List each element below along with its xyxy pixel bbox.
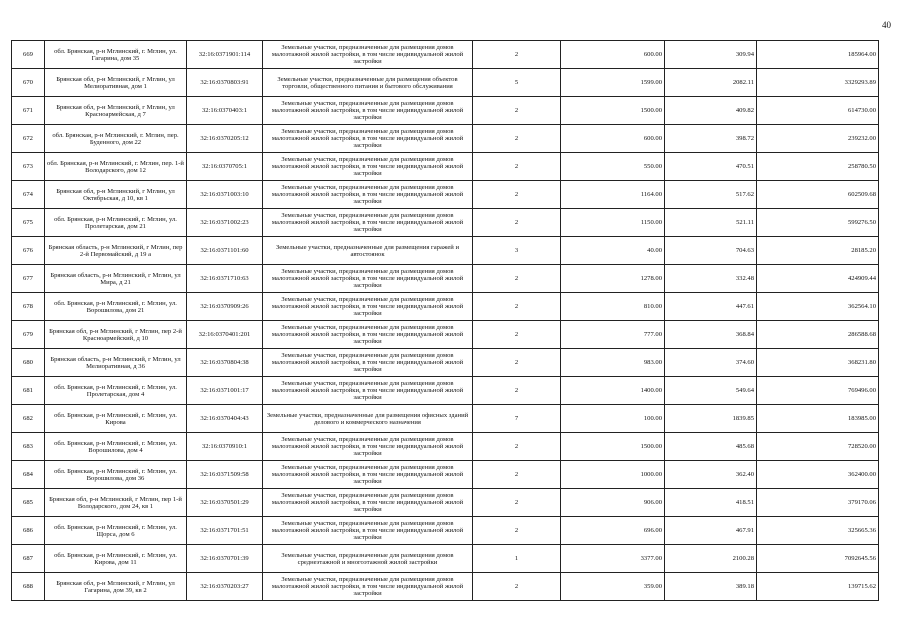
land-use-cell: Земельные участки, предназначенные для размещения домов малоэтажной жилой застройки, в том числе индивидуальной жилой застройки (263, 293, 473, 321)
row-number-cell: 683 (12, 433, 45, 461)
cadastral-value-cell: 424909.44 (757, 265, 879, 293)
group-number-cell: 2 (473, 489, 561, 517)
cadastral-value-cell: 183985.00 (757, 405, 879, 433)
area-cell: 696.00 (561, 517, 665, 545)
group-number-cell: 3 (473, 237, 561, 265)
area-cell: 983.00 (561, 349, 665, 377)
table-row (12, 69, 879, 97)
specific-value-cell: 418.51 (665, 489, 757, 517)
area-cell: 600.00 (561, 125, 665, 153)
row-number-cell: 687 (12, 545, 45, 573)
address-cell: Брянская обл, р-н Мглинский, г Мглин, ул Красноармейская, д 7 (45, 97, 187, 125)
group-number-cell: 2 (473, 461, 561, 489)
area-cell: 40.00 (561, 237, 665, 265)
row-number-cell: 676 (12, 237, 45, 265)
area-cell: 1500.00 (561, 97, 665, 125)
cadastral-value-cell: 7092645.56 (757, 545, 879, 573)
address-cell: обл. Брянская, р-н Мглинский, г. Мглин, пер. 1-й Володарского, дом 12 (45, 153, 187, 181)
cadastral-number-cell: 32:16:0370404:43 (187, 405, 263, 433)
address-cell: Брянская обл, р-н Мглинский, г Мглин, пер 1-й Володарского, дом 24, кв 1 (45, 489, 187, 517)
area-cell: 100.00 (561, 405, 665, 433)
cadastral-value-cell: 362564.10 (757, 293, 879, 321)
table-row (12, 433, 879, 461)
table-row (12, 405, 879, 433)
address-cell: Брянская обл, р-н Мглинский, г Мглин, ул Мелиоративная, дом 1 (45, 69, 187, 97)
address-cell: Брянская обл, р-н Мглинский, г Мглин, ул Гагарина, дом 39, кв 2 (45, 573, 187, 601)
land-use-cell: Земельные участки, предназначенные для размещения домов малоэтажной жилой застройки, в том числе индивидуальной жилой застройки (263, 153, 473, 181)
land-use-cell: Земельные участки, предназначенные для размещения домов малоэтажной жилой застройки, в том числе индивидуальной жилой застройки (263, 209, 473, 237)
cadastral-value-cell: 368231.80 (757, 349, 879, 377)
address-cell: обл. Брянская, р-н Мглинский, г. Мглин, пер. Буденного, дом 22 (45, 125, 187, 153)
group-number-cell: 2 (473, 321, 561, 349)
table-row (12, 489, 879, 517)
land-use-cell: Земельные участки, предназначенные для размещения домов среднеэтажной и многоэтажной жилой застройки (263, 545, 473, 573)
table-row (12, 97, 879, 125)
land-use-cell: Земельные участки, предназначенные для размещения домов малоэтажной жилой застройки, в том числе индивидуальной жилой застройки (263, 265, 473, 293)
specific-value-cell: 362.40 (665, 461, 757, 489)
row-number-cell: 675 (12, 209, 45, 237)
area-cell: 1400.00 (561, 377, 665, 405)
cadastral-number-cell: 32:16:0371710:63 (187, 265, 263, 293)
area-cell: 777.00 (561, 321, 665, 349)
cadastral-value-cell: 362400.00 (757, 461, 879, 489)
cadastral-number-cell: 32:16:0370203:27 (187, 573, 263, 601)
address-cell: обл. Брянская, р-н Мглинский, г. Мглин, ул. Ворошилова, дом 36 (45, 461, 187, 489)
address-cell: Брянская обл, р-н Мглинский, г Мглин, пер 2-й Красноармейский, д 10 (45, 321, 187, 349)
row-number-cell: 678 (12, 293, 45, 321)
address-cell: обл. Брянская, р-н Мглинский, г. Мглин, ул. Кирова (45, 405, 187, 433)
cadastral-number-cell: 32:16:0370501:29 (187, 489, 263, 517)
group-number-cell: 2 (473, 97, 561, 125)
specific-value-cell: 374.60 (665, 349, 757, 377)
row-number-cell: 673 (12, 153, 45, 181)
table-row (12, 377, 879, 405)
address-cell: обл. Брянская, р-н Мглинский, г. Мглин, ул. Ворошилова, дом 4 (45, 433, 187, 461)
table-row (12, 125, 879, 153)
area-cell: 359.00 (561, 573, 665, 601)
table-row (12, 517, 879, 545)
cadastral-value-cell: 325665.36 (757, 517, 879, 545)
table-row (12, 349, 879, 377)
area-cell: 1599.00 (561, 69, 665, 97)
group-number-cell: 7 (473, 405, 561, 433)
cadastral-number-cell: 32:16:0370705:1 (187, 153, 263, 181)
group-number-cell: 2 (473, 377, 561, 405)
specific-value-cell: 389.18 (665, 573, 757, 601)
cadastral-value-cell: 3329293.89 (757, 69, 879, 97)
land-use-cell: Земельные участки, предназначенные для размещения гаражей и автостоянок (263, 237, 473, 265)
table-body (12, 41, 879, 601)
cadastral-number-cell: 32:16:0371509:58 (187, 461, 263, 489)
group-number-cell: 2 (473, 349, 561, 377)
specific-value-cell: 368.84 (665, 321, 757, 349)
address-cell: обл. Брянская, р-н Мглинский, г. Мглин, ул. Кирова, дом 11 (45, 545, 187, 573)
cadastral-number-cell: 32:16:0371002:23 (187, 209, 263, 237)
cadastral-number-cell: 32:16:0371003:10 (187, 181, 263, 209)
row-number-cell: 682 (12, 405, 45, 433)
table-row (12, 265, 879, 293)
land-use-cell: Земельные участки, предназначенные для размещения домов малоэтажной жилой застройки, в том числе индивидуальной жилой застройки (263, 517, 473, 545)
address-cell: Брянская область, р-н Мглинский, г Мглин, ул Мелиоративная, д 36 (45, 349, 187, 377)
specific-value-cell: 549.64 (665, 377, 757, 405)
row-number-cell: 672 (12, 125, 45, 153)
land-use-cell: Земельные участки, предназначенные для размещения домов малоэтажной жилой застройки, в том числе индивидуальной жилой застройки (263, 349, 473, 377)
specific-value-cell: 332.48 (665, 265, 757, 293)
cadastral-number-cell: 32:16:0370909:26 (187, 293, 263, 321)
cadastral-value-cell: 599276.50 (757, 209, 879, 237)
address-cell: Брянская обл, р-н Мглинский, г Мглин, ул Октябрьская, д 10, кв 1 (45, 181, 187, 209)
cadastral-value-cell: 258780.50 (757, 153, 879, 181)
specific-value-cell: 2100.28 (665, 545, 757, 573)
land-use-cell: Земельные участки, предназначенные для размещения домов малоэтажной жилой застройки, в том числе индивидуальной жилой застройки (263, 41, 473, 69)
group-number-cell: 2 (473, 573, 561, 601)
cadastral-number-cell: 32:16:0371701:51 (187, 517, 263, 545)
row-number-cell: 669 (12, 41, 45, 69)
address-cell: обл. Брянская, р-н Мглинский, г. Мглин, ул. Гагарина, дом 35 (45, 41, 187, 69)
table-row (12, 209, 879, 237)
land-use-cell: Земельные участки, предназначенные для размещения домов малоэтажной жилой застройки, в том числе индивидуальной жилой застройки (263, 125, 473, 153)
address-cell: Брянская область, р-н Мглинский, г Мглин, пер 2-й Первомайский, д 19 а (45, 237, 187, 265)
row-number-cell: 679 (12, 321, 45, 349)
row-number-cell: 688 (12, 573, 45, 601)
specific-value-cell: 447.61 (665, 293, 757, 321)
group-number-cell: 2 (473, 209, 561, 237)
cadastral-number-cell: 32:16:0370401:201 (187, 321, 263, 349)
specific-value-cell: 485.68 (665, 433, 757, 461)
cadastral-value-cell: 239232.00 (757, 125, 879, 153)
table-row (12, 237, 879, 265)
specific-value-cell: 1839.85 (665, 405, 757, 433)
cadastral-value-cell: 185964.00 (757, 41, 879, 69)
group-number-cell: 2 (473, 517, 561, 545)
cadastral-number-cell: 32:16:0371901:114 (187, 41, 263, 69)
group-number-cell: 2 (473, 265, 561, 293)
table-row (12, 461, 879, 489)
specific-value-cell: 704.63 (665, 237, 757, 265)
table-row (12, 545, 879, 573)
land-plots-table (11, 40, 879, 601)
row-number-cell: 680 (12, 349, 45, 377)
land-use-cell: Земельные участки, предназначенные для размещения домов малоэтажной жилой застройки, в том числе индивидуальной жилой застройки (263, 433, 473, 461)
cadastral-value-cell: 602509.68 (757, 181, 879, 209)
specific-value-cell: 409.82 (665, 97, 757, 125)
area-cell: 3377.00 (561, 545, 665, 573)
group-number-cell: 2 (473, 181, 561, 209)
address-cell: обл. Брянская, р-н Мглинский, г. Мглин, ул. Пролетарская, дом 4 (45, 377, 187, 405)
area-cell: 1150.00 (561, 209, 665, 237)
cadastral-number-cell: 32:16:0370804:38 (187, 349, 263, 377)
address-cell: Брянская область, р-н Мглинский, г Мглин, ул Мира, д 21 (45, 265, 187, 293)
land-use-cell: Земельные участки, предназначенные для размещения домов малоэтажной жилой застройки, в том числе индивидуальной жилой застройки (263, 573, 473, 601)
group-number-cell: 2 (473, 293, 561, 321)
cadastral-value-cell: 728520.00 (757, 433, 879, 461)
cadastral-number-cell: 32:16:0370803:91 (187, 69, 263, 97)
group-number-cell: 2 (473, 125, 561, 153)
group-number-cell: 2 (473, 41, 561, 69)
land-use-cell: Земельные участки, предназначенные для размещения домов малоэтажной жилой застройки, в том числе индивидуальной жилой застройки (263, 489, 473, 517)
group-number-cell: 2 (473, 153, 561, 181)
area-cell: 1164.00 (561, 181, 665, 209)
row-number-cell: 686 (12, 517, 45, 545)
cadastral-value-cell: 286588.68 (757, 321, 879, 349)
cadastral-number-cell: 32:16:0370701:39 (187, 545, 263, 573)
area-cell: 810.00 (561, 293, 665, 321)
table-row (12, 293, 879, 321)
specific-value-cell: 2082.11 (665, 69, 757, 97)
address-cell: обл. Брянская, р-н Мглинский, г. Мглин, ул. Ворошилова, дом 21 (45, 293, 187, 321)
land-use-cell: Земельные участки, предназначенные для размещения домов малоэтажной жилой застройки, в том числе индивидуальной жилой застройки (263, 377, 473, 405)
area-cell: 1278.00 (561, 265, 665, 293)
area-cell: 550.00 (561, 153, 665, 181)
land-use-cell: Земельные участки, предназначенные для размещения домов малоэтажной жилой застройки, в том числе индивидуальной жилой застройки (263, 97, 473, 125)
row-number-cell: 674 (12, 181, 45, 209)
area-cell: 600.00 (561, 41, 665, 69)
cadastral-number-cell: 32:16:0370205:12 (187, 125, 263, 153)
area-cell: 1500.00 (561, 433, 665, 461)
cadastral-number-cell: 32:16:0370910:1 (187, 433, 263, 461)
table-row (12, 41, 879, 69)
row-number-cell: 670 (12, 69, 45, 97)
table-row (12, 181, 879, 209)
cadastral-value-cell: 379170.06 (757, 489, 879, 517)
row-number-cell: 681 (12, 377, 45, 405)
land-use-cell: Земельные участки, предназначенные для размещения объектов торговли, общественного питания и бытового обслуживания (263, 69, 473, 97)
group-number-cell: 1 (473, 545, 561, 573)
land-use-cell: Земельные участки, предназначенные для размещения домов малоэтажной жилой застройки, в том числе индивидуальной жилой застройки (263, 461, 473, 489)
cadastral-number-cell: 32:16:0371101:60 (187, 237, 263, 265)
group-number-cell: 2 (473, 433, 561, 461)
table-row (12, 573, 879, 601)
land-use-cell: Земельные участки, предназначенные для размещения домов малоэтажной жилой застройки, в том числе индивидуальной жилой застройки (263, 181, 473, 209)
cadastral-value-cell: 28185.20 (757, 237, 879, 265)
table-row (12, 321, 879, 349)
table-row (12, 153, 879, 181)
address-cell: обл. Брянская, р-н Мглинский, г. Мглин, ул. Щорса, дом 6 (45, 517, 187, 545)
specific-value-cell: 521.11 (665, 209, 757, 237)
specific-value-cell: 309.94 (665, 41, 757, 69)
cadastral-value-cell: 139715.62 (757, 573, 879, 601)
specific-value-cell: 517.62 (665, 181, 757, 209)
row-number-cell: 677 (12, 265, 45, 293)
specific-value-cell: 467.91 (665, 517, 757, 545)
row-number-cell: 684 (12, 461, 45, 489)
area-cell: 906.00 (561, 489, 665, 517)
cadastral-value-cell: 614730.00 (757, 97, 879, 125)
area-cell: 1000.00 (561, 461, 665, 489)
specific-value-cell: 470.51 (665, 153, 757, 181)
specific-value-cell: 398.72 (665, 125, 757, 153)
address-cell: обл. Брянская, р-н Мглинский, г. Мглин, ул. Пролетарская, дом 21 (45, 209, 187, 237)
page-number: 40 (882, 20, 891, 30)
land-use-cell: Земельные участки, предназначенные для размещения офисных зданий делового и коммерческого назначения (263, 405, 473, 433)
cadastral-number-cell: 32:16:0371001:17 (187, 377, 263, 405)
cadastral-value-cell: 769496.00 (757, 377, 879, 405)
group-number-cell: 5 (473, 69, 561, 97)
cadastral-number-cell: 32:16:0370403:1 (187, 97, 263, 125)
land-use-cell: Земельные участки, предназначенные для размещения домов малоэтажной жилой застройки, в том числе индивидуальной жилой застройки (263, 321, 473, 349)
row-number-cell: 671 (12, 97, 45, 125)
row-number-cell: 685 (12, 489, 45, 517)
